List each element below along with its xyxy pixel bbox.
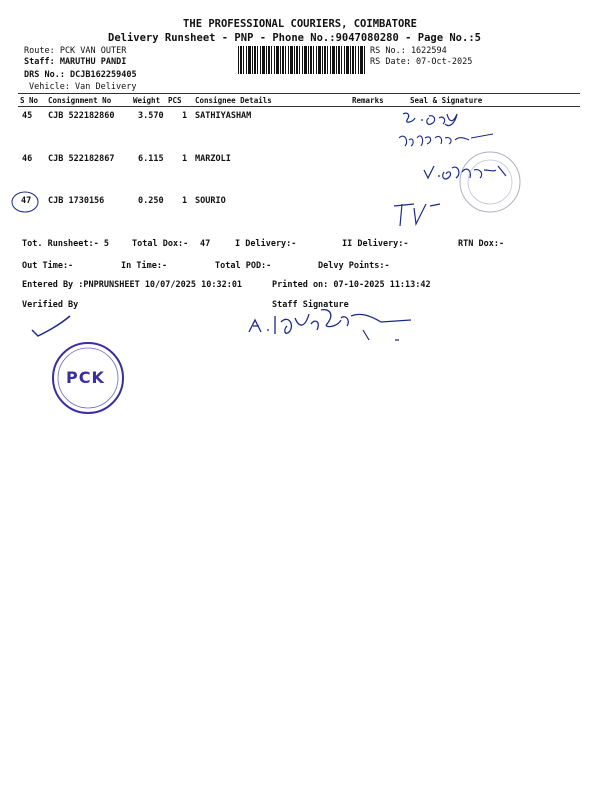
handwritten-signature-row-47 [392, 200, 452, 233]
row-weight: 3.570 [138, 111, 164, 121]
drs-number: DRS No.: DCJB162259405 [24, 70, 137, 80]
barcode [238, 46, 366, 74]
table-header-rule [18, 106, 580, 107]
row-sno: 47 [21, 196, 32, 206]
runsheet-subtitle: Delivery Runsheet - PNP - Phone No.:9047080280 - Page No.:5 [108, 32, 481, 44]
row-sno: 46 [22, 154, 33, 164]
vehicle-label: Vehicle: Van Delivery [29, 82, 137, 92]
col-sno: S No [20, 96, 39, 105]
ii-delivery-label: II Delivery:- [342, 239, 409, 249]
i-delivery-label: I Delivery:- [235, 239, 297, 249]
staff-signature-label: Staff Signature [272, 300, 349, 310]
row-weight: 6.115 [138, 154, 164, 164]
circled-row-mark [10, 190, 40, 217]
total-dox-label: Total Dox:- [132, 239, 189, 249]
row-consignment: CJB 522182867 [48, 154, 115, 164]
row-consignee: MARZOLI [195, 154, 231, 164]
rtn-dox-label: RTN Dox:- [458, 239, 505, 249]
in-time-label: In Time:- [121, 261, 168, 271]
row-pcs: 1 [182, 154, 188, 164]
staff-label: Staff: MARUTHU PANDI [24, 57, 127, 67]
total-pod-label: Total POD:- [215, 261, 272, 271]
row-consignment: CJB 522182860 [48, 111, 115, 121]
row-weight: 0.250 [138, 196, 164, 206]
staff-signature-scribble [245, 302, 425, 355]
rs-date: RS Date: 07-Oct-2025 [370, 57, 473, 67]
printed-on: Printed on: 07-10-2025 11:13:42 [272, 280, 431, 290]
col-seal: Seal & Signature [410, 96, 483, 105]
delvy-points-label: Delvy Points:- [318, 261, 390, 271]
col-remarks: Remarks [352, 96, 384, 105]
col-weight: Weight [133, 96, 161, 105]
row-consignee: SOURIO [195, 196, 226, 206]
company-name: THE PROFESSIONAL COURIERS, COIMBATORE [183, 18, 417, 30]
pck-stamp-text: PCK [66, 368, 105, 387]
row-consignment: CJB 1730156 [48, 196, 105, 206]
verified-by-label: Verified By [22, 300, 79, 310]
col-pcs: PCS [168, 96, 182, 105]
row-pcs: 1 [182, 111, 188, 121]
handwritten-signature-row-46 [420, 162, 520, 205]
row-consignee: SATHIYASHAM [195, 111, 252, 121]
entered-by: Entered By :PNPRUNSHEET 10/07/2025 10:32:01 [22, 280, 243, 290]
total-runsheet: Tot. Runsheet:- 5 [22, 239, 109, 249]
col-consignment: Consignment No [48, 96, 112, 105]
table-top-rule [18, 93, 580, 94]
row-sno: 45 [22, 111, 33, 121]
row-pcs: 1 [182, 196, 188, 206]
out-time-label: Out Time:- [22, 261, 74, 271]
col-consignee: Consignee Details [195, 96, 272, 105]
total-dox-value: 47 [200, 239, 211, 249]
route-label: Route: PCK VAN OUTER [24, 46, 127, 56]
rs-number: RS No.: 1622594 [370, 46, 447, 56]
